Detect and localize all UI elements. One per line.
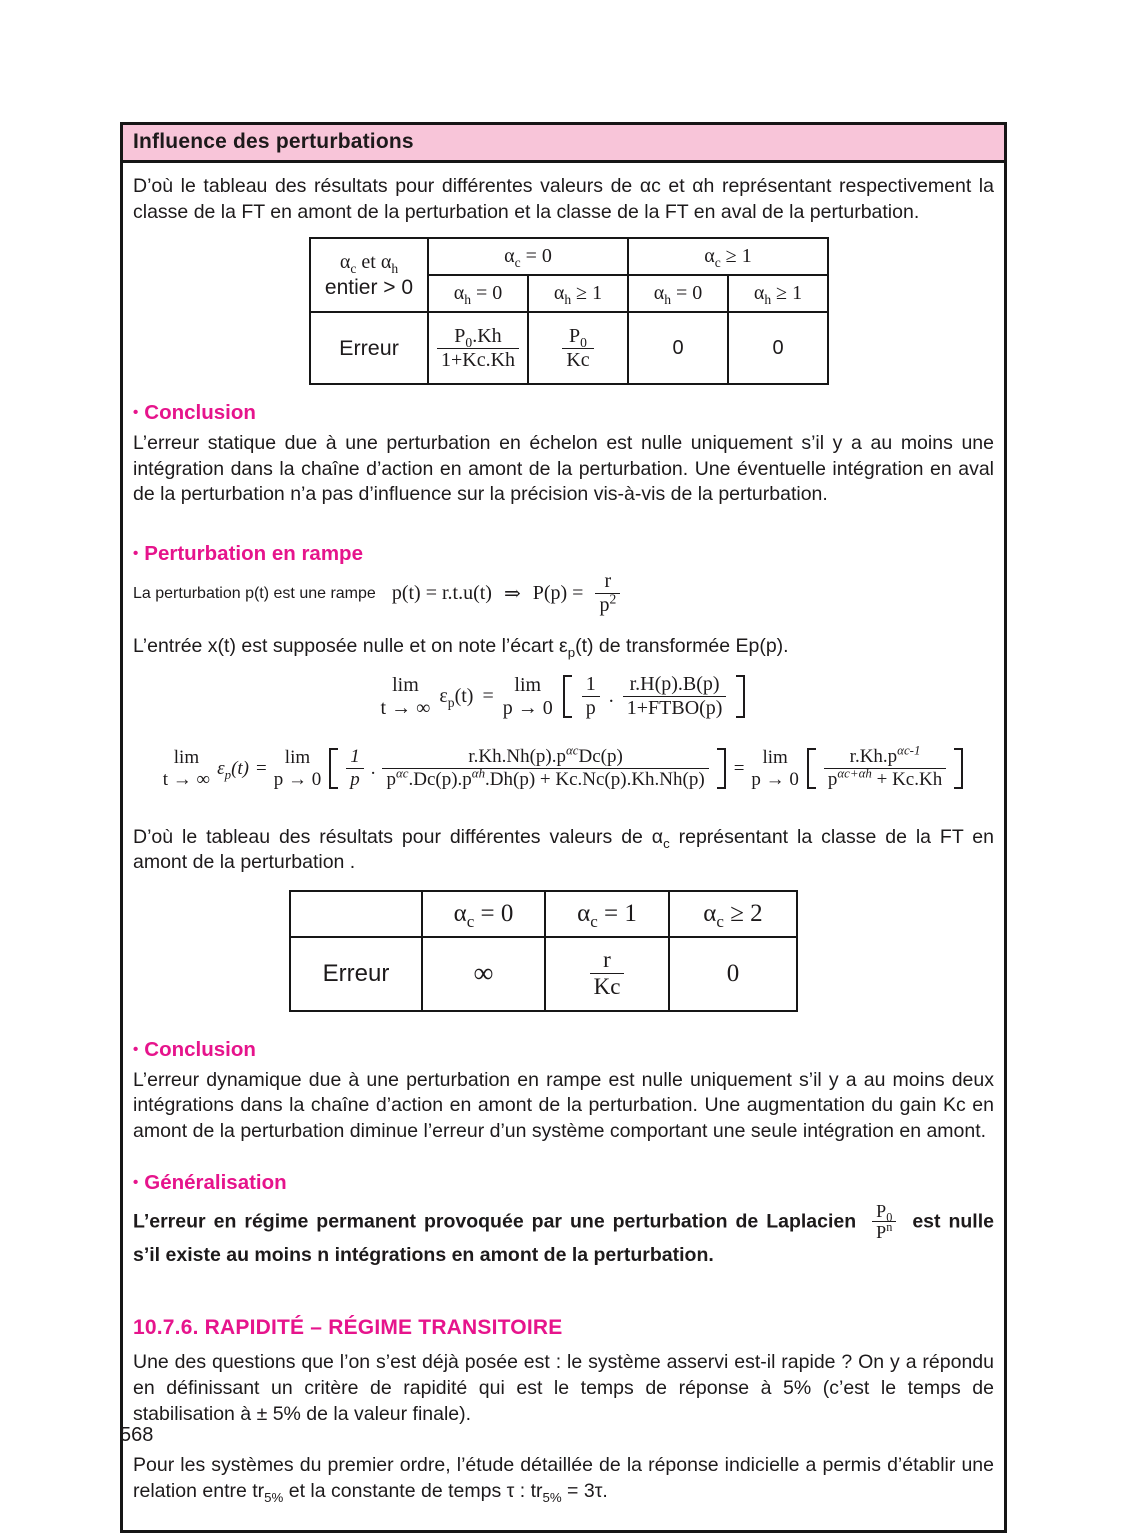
rampe-formula bbox=[392, 570, 620, 617]
section-heading-rapidite: 10.7.6. RAPIDITÉ – RÉGIME TRANSITOIRE bbox=[133, 1316, 563, 1340]
right-bracket bbox=[717, 748, 726, 789]
ramp-error-table bbox=[289, 890, 798, 1012]
epsilon-term: $\varepsilon_p(t)$ bbox=[217, 757, 249, 782]
table2-header: $\alpha_c \ge 2$ bbox=[669, 891, 797, 937]
left-bracket bbox=[807, 748, 816, 789]
lim-block: lim p → 0 bbox=[751, 747, 799, 790]
generalisation-heading: • Généralisation bbox=[133, 1170, 287, 1194]
table1-subheader: $\alpha_h = 0$ bbox=[628, 275, 728, 312]
equals-sign: = bbox=[482, 685, 494, 708]
page-body bbox=[123, 163, 1004, 1530]
table1-corner-cell bbox=[310, 238, 428, 312]
page-number: 568 bbox=[120, 1424, 154, 1446]
fraction-numerator: $P_0$ bbox=[569, 324, 587, 350]
conclusion1-paragraph: L’erreur statique due à une perturbation en échelon est nulle uniquement s’il y a au moins une intégration dans la chaîne d’action en amont de la perturbation. Une éventuelle intégration en aval de la perturbation n’a pas d’influence sur la précision vis-à-vis de la perturbation. bbox=[133, 432, 994, 506]
table2-cell-zero: 0 bbox=[669, 937, 797, 1011]
multiply-dot: . bbox=[370, 757, 376, 779]
bullet-icon: • bbox=[133, 404, 139, 422]
table2-cell-infinity: ∞ bbox=[422, 937, 545, 1011]
fraction-denominator: 1+Kc.Kh bbox=[437, 348, 519, 372]
bullet-icon: • bbox=[133, 1173, 139, 1191]
bullet-icon: • bbox=[133, 1040, 139, 1058]
conclusion1-heading: • Conclusion bbox=[133, 401, 256, 425]
fraction: $\frac{r.Kh.Nh(p).p^{\alpha c}Dc(p)}{p^{\alpha c}.Dc(p).p^{\alpha h}.Dh(p) + Kc.Nc(p).Kh.Nh(p)}$ bbox=[382, 746, 708, 791]
lim-block: lim p → 0 bbox=[502, 674, 553, 719]
fraction-numerator: r bbox=[604, 570, 612, 593]
epsilon-term: $\varepsilon_p(t)$ bbox=[439, 685, 474, 711]
implies-arrow-icon: ⇒ bbox=[503, 583, 521, 606]
laplacien-fraction bbox=[872, 1201, 896, 1243]
table1-cell-zero: 0 bbox=[728, 312, 828, 384]
formula-laplace: P(p) = bbox=[532, 582, 584, 605]
fraction: $\frac{r.H(p).B(p)}{\text{1+FTBO(p)}}$ bbox=[623, 673, 727, 720]
table2-header: $\alpha_c = 0$ bbox=[422, 891, 545, 937]
bullet-icon: • bbox=[133, 544, 139, 562]
lim-block: lim p → 0 bbox=[273, 747, 322, 790]
generalisation-text-post: est nulle s’il existe au moins n intégrations en amont de la perturbation. bbox=[133, 1209, 994, 1266]
table2-cell-fraction bbox=[545, 937, 669, 1011]
conclusion2-heading: • Conclusion bbox=[133, 1037, 256, 1061]
table1-subheader: $\alpha_h \ge 1$ bbox=[728, 275, 828, 312]
rapidite-paragraph-2: Pour les systèmes du premier ordre, l’étude détaillée de la réponse indicielle a permis d’établir une relation entre $tr_{5\%}$ et la constante de temps τ : $tr_{5\%} = 3\tau$. bbox=[133, 1454, 994, 1505]
left-bracket bbox=[563, 675, 572, 718]
lim-block: lim t → ∞ bbox=[380, 674, 431, 719]
generalisation-paragraph bbox=[133, 1201, 994, 1269]
fraction-denominator: $P^n$ bbox=[872, 1221, 896, 1243]
table2-header: $\alpha_c = 1$ bbox=[545, 891, 669, 937]
equals-sign: = bbox=[733, 757, 745, 779]
content-box bbox=[120, 122, 1007, 1533]
tableau2-paragraph: D’où le tableau des résultats pour différentes valeurs de $\alpha_c$ représentant la classe de la FT en amont de la perturbation . bbox=[133, 825, 994, 874]
fraction-numerator: r bbox=[603, 947, 611, 972]
fraction-denominator: Kc bbox=[562, 348, 593, 372]
table1-group-header: $\alpha_c = 0$ bbox=[428, 238, 628, 275]
table1-subheader: $\alpha_h \ge 1$ bbox=[528, 275, 628, 312]
table1-subheader: $\alpha_h = 0$ bbox=[428, 275, 528, 312]
fraction-denominator: Kc bbox=[590, 973, 625, 1000]
section-banner bbox=[123, 125, 1004, 163]
table1-cell-fraction bbox=[428, 312, 528, 384]
fraction: $\frac{r.Kh.p^{\alpha c-1}}{p^{\alpha c+\alpha h} + Kc.Kh}$ bbox=[824, 746, 946, 791]
right-bracket bbox=[736, 675, 745, 718]
table1-corner-math: $\alpha_c$ et $\alpha_h$ bbox=[339, 250, 399, 276]
fraction-numerator: $P_0.Kh$ bbox=[454, 324, 502, 350]
formula-lhs: p(t) = r.t.u(t) bbox=[391, 582, 492, 605]
multiply-dot: . bbox=[608, 685, 614, 708]
table2-row-label: Erreur bbox=[290, 937, 422, 1011]
fraction-numerator: $P_0$ bbox=[876, 1200, 893, 1225]
rampe-heading: • Perturbation en rampe bbox=[133, 541, 363, 565]
table1-corner-text: entier > 0 bbox=[324, 275, 414, 299]
table1-row-label: Erreur bbox=[310, 312, 428, 384]
table1-group-header: $\alpha_c \ge 1$ bbox=[628, 238, 828, 275]
ecart-paragraph: L’entrée x(t) est supposée nulle et on note l’écart $\varepsilon_p(t)$ de transformée Ep(p). bbox=[133, 634, 789, 660]
equals-sign: = bbox=[256, 757, 267, 779]
fraction: $\frac{1}{p}$ bbox=[582, 673, 600, 720]
rampe-intro-text: La perturbation p(t) est une rampe bbox=[133, 584, 376, 602]
step-error-table bbox=[309, 237, 829, 385]
fraction: $\frac{1}{p}$ bbox=[346, 746, 364, 791]
lim-block: lim t → ∞ bbox=[162, 747, 211, 790]
table2-corner-cell bbox=[290, 891, 422, 937]
table1-cell-fraction bbox=[528, 312, 628, 384]
fraction-denominator: $p^2$ bbox=[595, 593, 620, 617]
limit-equation-1 bbox=[133, 673, 994, 720]
banner-title: Influence des perturbations bbox=[133, 130, 414, 153]
conclusion2-paragraph: L’erreur dynamique due à une perturbation en rampe est nulle uniquement s’il y a au moins deux intégrations dans la chaîne d’action en amont de la perturbation. Une augmentation du gain Kc en amont de la perturbation diminue l’erreur d’un système comportant une seule intégration en amont. bbox=[133, 1068, 994, 1142]
right-bracket bbox=[954, 748, 963, 789]
rapidite-paragraph-1: Une des questions que l’on s’est déjà posée est : le système asservi est-il rapide ? On y a répondu en définissant un critère de rapidité qui est le temps de réponse à 5% (c’est le temps de stabilisation à ± 5% de la valeur finale). bbox=[133, 1351, 994, 1425]
generalisation-text-pre: L’erreur en régime permanent provoquée par une perturbation de Laplacien bbox=[133, 1209, 857, 1232]
limit-equation-2 bbox=[133, 742, 994, 791]
intro-paragraph: D’où le tableau des résultats pour différentes valeurs de αc et αh représentant respectivement la classe de la FT en amont de la perturbation et la classe de la FT en aval de la perturbation. bbox=[133, 175, 994, 223]
left-bracket bbox=[329, 748, 338, 789]
rampe-formula-line bbox=[133, 568, 994, 620]
table1-cell-zero: 0 bbox=[628, 312, 728, 384]
